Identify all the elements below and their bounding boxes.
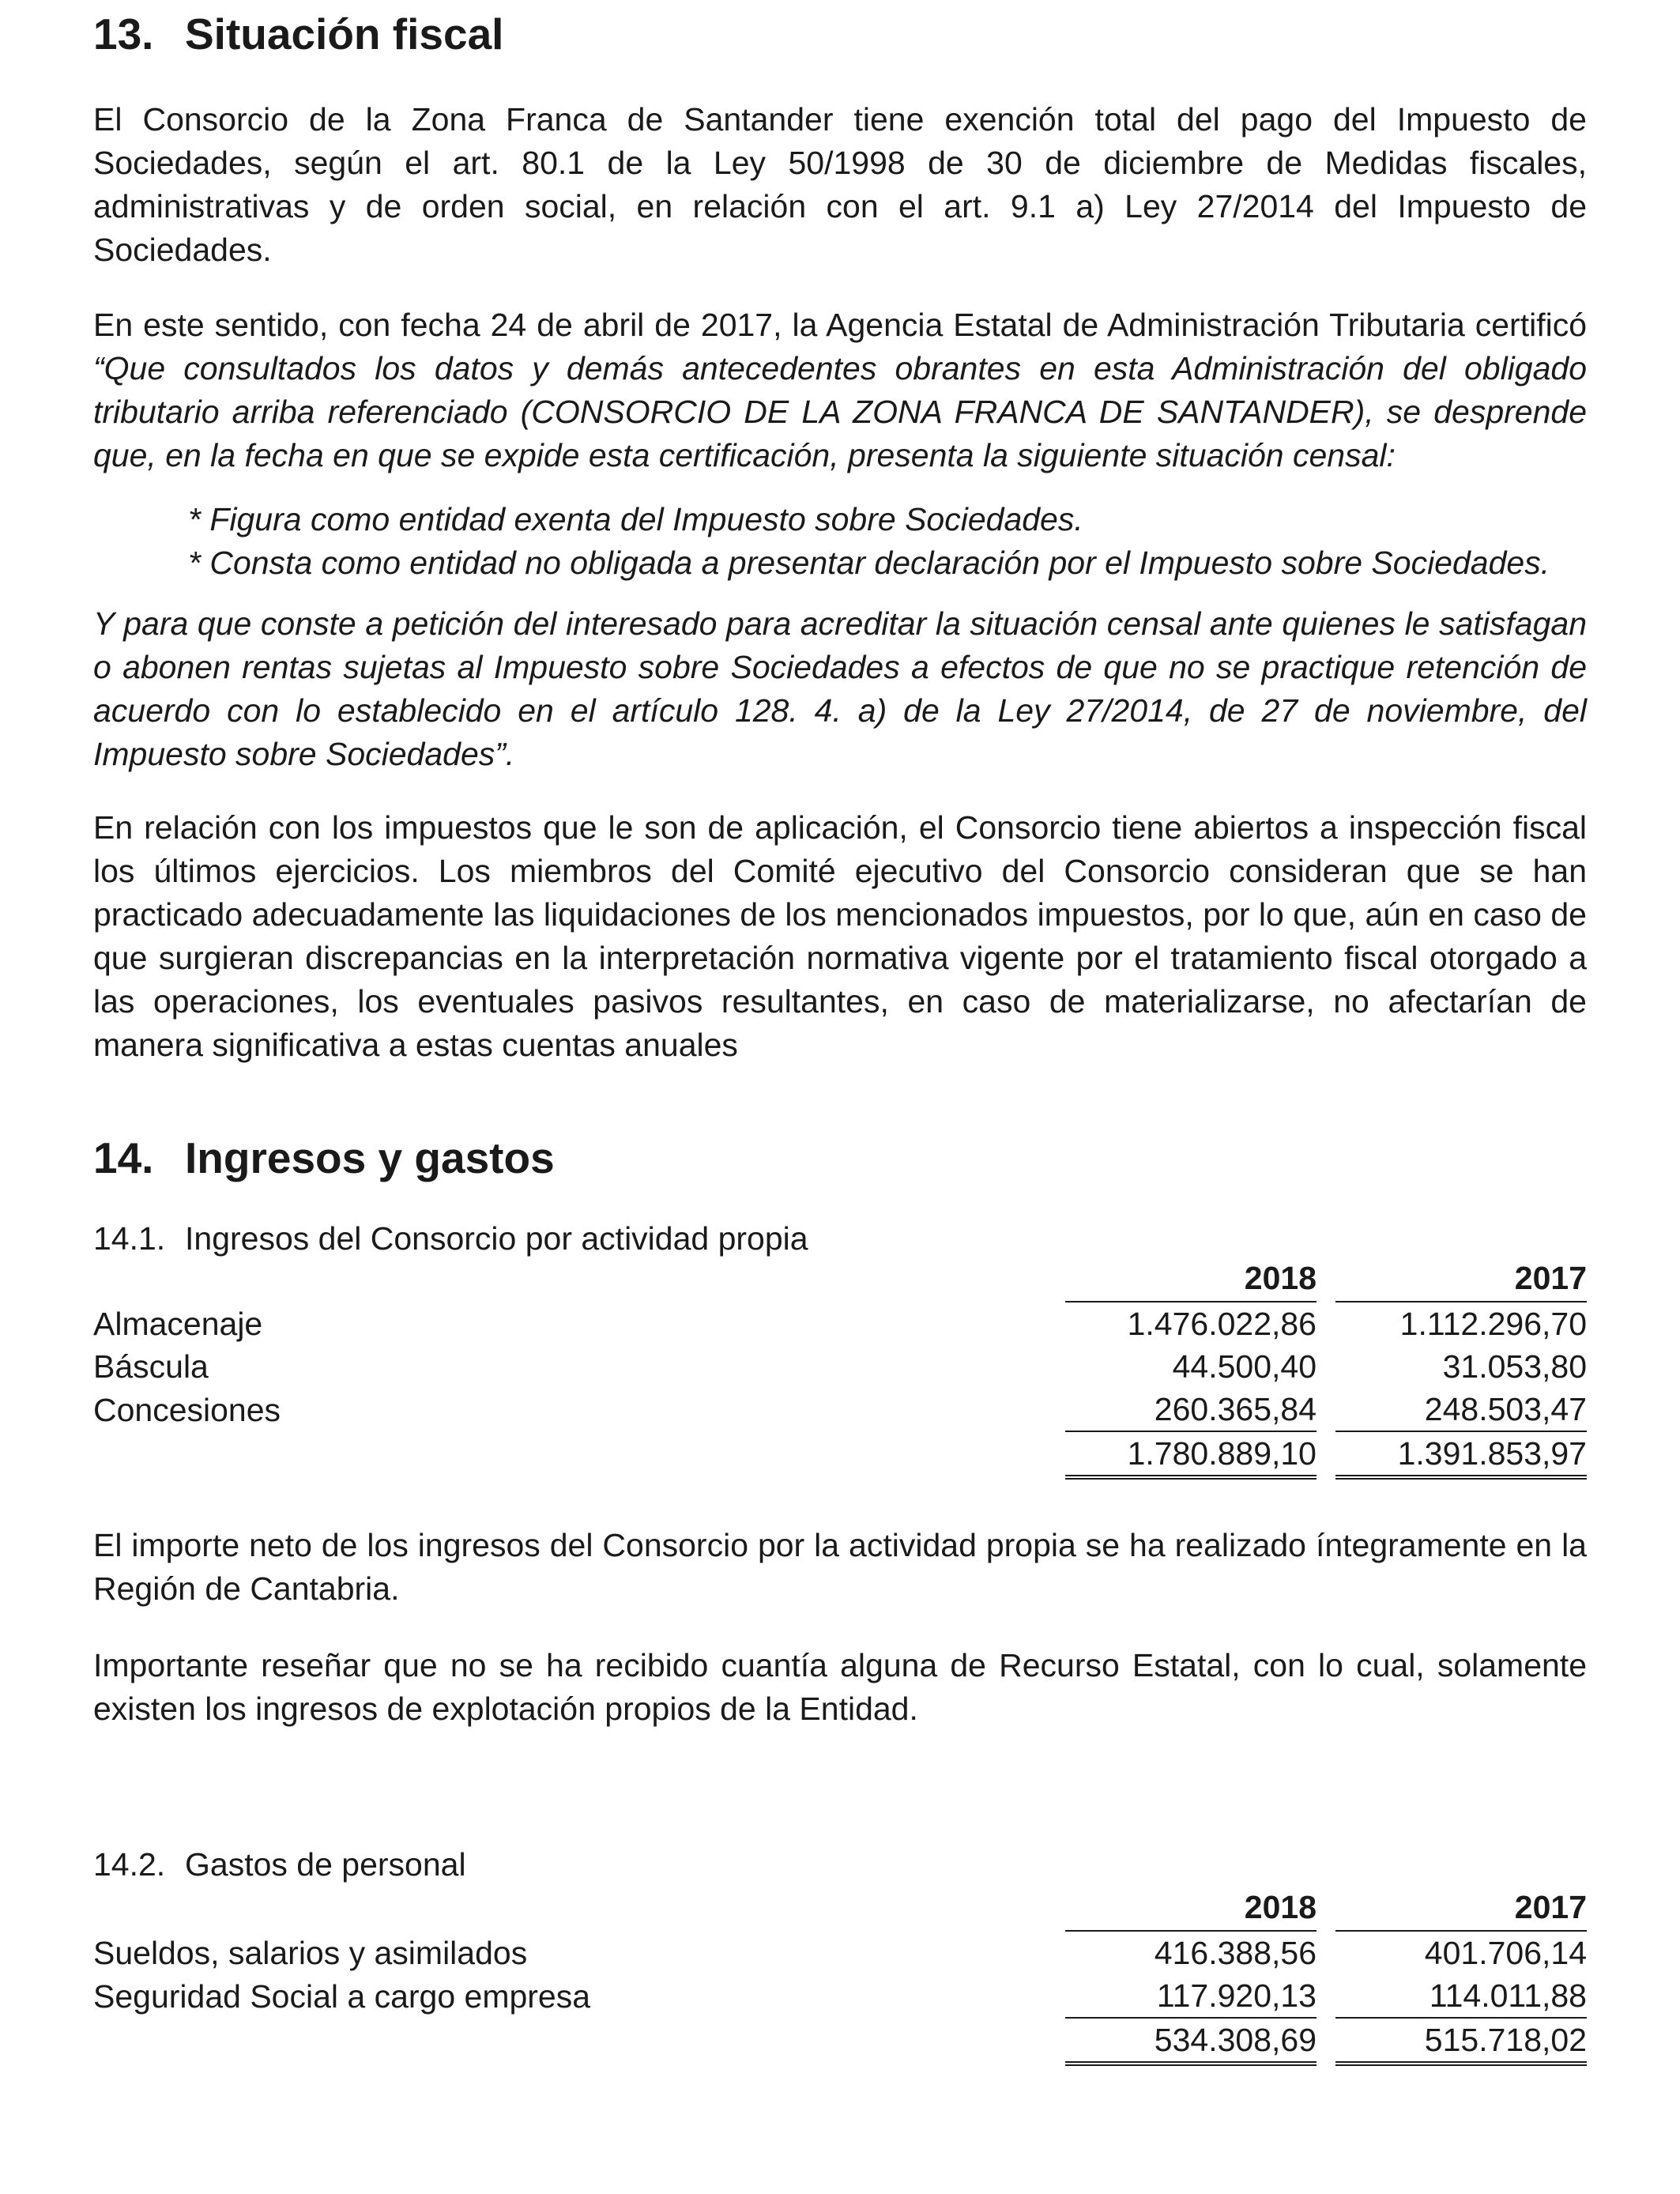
- paragraph-certification: [93, 303, 1587, 477]
- section-14-heading: [93, 1133, 555, 1183]
- row-value-2018: 260.365,84: [1065, 1388, 1317, 1432]
- table-total-row: [93, 1432, 1587, 1480]
- row-value-2018: 416.388,56: [1154, 1935, 1317, 1971]
- subsection-14-2-title: Gastos de personal: [185, 1846, 466, 1883]
- row-value-2017: 248.503,47: [1335, 1388, 1587, 1432]
- table-total-row: [93, 2019, 1587, 2066]
- paragraph-exemption: El Consorcio de la Zona Franca de Santander tiene exención total del pago del Impuesto de Sociedades, según el art. 80.1 de la Ley 50/1998 de 30 de diciembre de Medidas fiscales, administrativas y de orden social, en relación con el art. 9.1 a) Ley 27/2014 del Impuesto de Sociedades.: [93, 101, 1587, 268]
- total-2018: 534.308,69: [1065, 2019, 1317, 2066]
- row-value-2017: 31.053,80: [1442, 1348, 1587, 1385]
- subsection-14-1-heading: [93, 1217, 808, 1261]
- certification-lead: En este sentido, con fecha 24 de abril de 2017, la Agencia Estatal de Administración Tributaria certificó: [93, 307, 1587, 343]
- table-header-row: [93, 1886, 1587, 1932]
- column-header-2018: 2018: [1065, 1886, 1317, 1932]
- table-row: [93, 1388, 1587, 1432]
- paragraph-inspection: En relación con los impuestos que le son de aplicación, el Consorcio tiene abiertos a inspección fiscal los últimos ejercicios. Los miembros del Comité ejecutivo del Consorcio consideran que se han practicado adecuadamente las liquidaciones de los mencionados impuestos, por lo que, aún en caso de que surgieran discrepancias en la interpretación normativa vigente por el tratamiento fiscal otorgado a las operaciones, los eventuales pasivos resultantes, en caso de materializarse, no afectarían de manera significativa a estas cuentas anuales: [93, 809, 1587, 1063]
- paragraph-income-region: El importe neto de los ingresos del Consorcio por la actividad propia se ha realizado íntegramente en la Región de Cantabria.: [93, 1527, 1587, 1607]
- row-label: Concesiones: [93, 1392, 281, 1428]
- section-13-heading: [93, 9, 503, 59]
- table-row: [93, 1974, 1587, 2019]
- row-label: Sueldos, salarios y asimilados: [93, 1935, 528, 1971]
- total-2017: 1.391.853,97: [1335, 1432, 1587, 1480]
- row-value-2017: 401.706,14: [1424, 1935, 1587, 1971]
- total-2018: 1.780.889,10: [1065, 1432, 1317, 1480]
- column-header-2018: 2018: [1065, 1257, 1317, 1302]
- section-14-number: 14.: [93, 1133, 154, 1182]
- personnel-expenses-table: [93, 1886, 1587, 2066]
- table-row: [93, 1932, 1587, 1974]
- row-value-2017: 1.112.296,70: [1399, 1306, 1587, 1342]
- table-row: [93, 1345, 1587, 1388]
- subsection-14-1-title: Ingresos del Consorcio por actividad propia: [185, 1220, 808, 1257]
- column-header-2017: 2017: [1335, 1886, 1587, 1932]
- subsection-14-2-number: 14.2.: [93, 1846, 166, 1883]
- section-14-title: Ingresos y gastos: [185, 1133, 555, 1182]
- row-value-2017: 114.011,88: [1335, 1974, 1587, 2019]
- row-label: Almacenaje: [93, 1306, 263, 1342]
- row-label: Báscula: [93, 1348, 209, 1385]
- total-2017: 515.718,02: [1335, 2019, 1587, 2066]
- paragraph-certification-closing: Y para que conste a petición del interesado para acreditar la situación censal ante quienes le satisfagan o abonen rentas sujetas al Impuesto sobre Sociedades a efectos de que no se practique retención de acuerdo con lo establecido en el artículo 128. 4. a) de la Ley 27/2014, de 27 de noviembre, del Impuesto sobre Sociedades”.: [93, 605, 1587, 772]
- row-value-2018: 1.476.022,86: [1127, 1306, 1317, 1342]
- paragraph-state-resources: Importante reseñar que no se ha recibido cuantía alguna de Recurso Estatal, con lo cual, solamente existen los ingresos de explotación propios de la Entidad.: [93, 1647, 1587, 1727]
- census-status-item: * Figura como entidad exenta del Impuesto sobre Sociedades.: [188, 501, 1083, 537]
- certification-quote: “Que consultados los datos y demás antecedentes obrantes en esta Administración del obligado tributario arriba referenciado (CONSORCIO DE LA ZONA FRANCA DE SANTANDER), se desprende que, en la fecha en que se expide esta certificación, presenta la siguiente situación censal:: [93, 350, 1587, 473]
- row-value-2018: 44.500,40: [1172, 1348, 1317, 1385]
- census-status-list: [93, 498, 1587, 585]
- row-value-2018: 117.920,13: [1065, 1974, 1317, 2019]
- income-table: [93, 1257, 1587, 1480]
- column-header-2017: 2017: [1335, 1257, 1587, 1302]
- table-header-row: [93, 1257, 1587, 1302]
- section-13-title: Situación fiscal: [185, 9, 504, 58]
- row-label: Seguridad Social a cargo empresa: [93, 1978, 591, 2015]
- subsection-14-2-heading: [93, 1843, 466, 1887]
- section-13-number: 13.: [93, 9, 154, 58]
- table-row: [93, 1302, 1587, 1345]
- subsection-14-1-number: 14.1.: [93, 1220, 166, 1257]
- census-status-item: * Consta como entidad no obligada a presentar declaración por el Impuesto sobre Sociedades.: [188, 545, 1550, 581]
